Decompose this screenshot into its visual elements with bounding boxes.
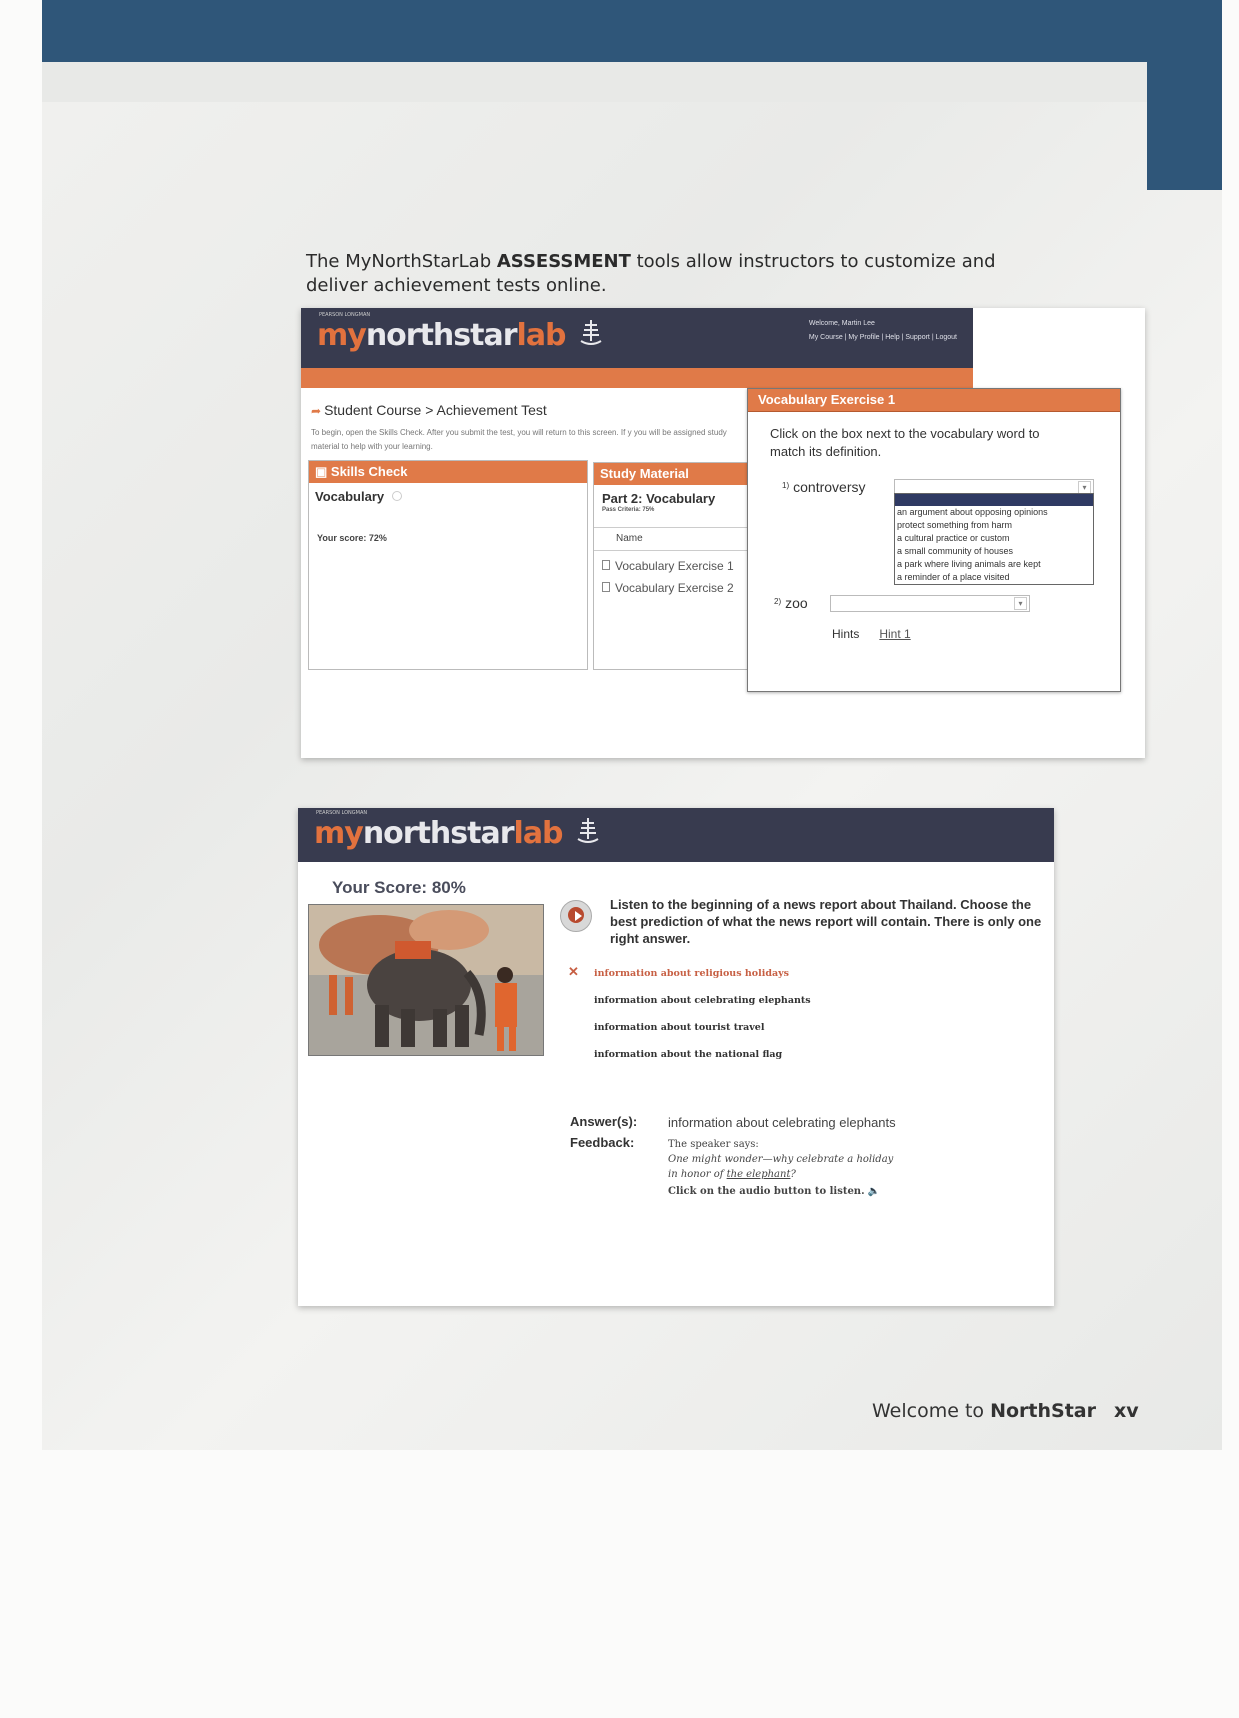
intro-paragraph: The MyNorthStarLab ASSESSMENT tools allow instructors to customize and deliver achievement tests online. xyxy=(306,251,996,296)
orange-nav-bar xyxy=(301,368,973,388)
pass-criteria: Pass Criteria: 75% xyxy=(602,507,655,513)
page-number: xv xyxy=(1113,1400,1139,1422)
elephant-photo xyxy=(308,904,544,1056)
score-heading: Your Score: 80% xyxy=(332,878,466,897)
chevron-down-icon: ▾ xyxy=(1078,481,1091,494)
top-color-band xyxy=(42,0,1222,62)
skills-check-score: Your score: 72% xyxy=(317,533,387,543)
name-column-header: Name xyxy=(594,527,754,551)
answer-choice[interactable]: information about tourist travel xyxy=(594,1022,765,1033)
study-material-panel xyxy=(593,462,755,670)
mynorthstarlab-logo[interactable]: PEARSON LONGMAN mynorthstarlab xyxy=(317,318,602,353)
play-icon xyxy=(575,911,582,921)
option[interactable]: a reminder of a place visited xyxy=(897,572,1010,582)
study-material-header: Study Material xyxy=(594,463,754,485)
ship-icon xyxy=(580,319,602,347)
test-instructions: To begin, open the Skills Check. After you submit the test, you will return to this screen. If y you will be assigned study material to help with your learning. xyxy=(311,428,727,451)
question-2: $^{2)}$ zoo xyxy=(774,595,808,611)
vocabulary-exercise-window xyxy=(747,388,1121,692)
answer-choice[interactable]: information about celebrating elephants xyxy=(594,995,811,1006)
header-strip xyxy=(42,62,1147,102)
option[interactable]: protect something from harm xyxy=(897,520,1013,530)
option[interactable]: a cultural practice or custom xyxy=(897,533,1010,543)
highlighted-option[interactable] xyxy=(895,494,1093,506)
site-header xyxy=(301,308,973,368)
feedback-label: Feedback: xyxy=(570,1135,635,1150)
option[interactable]: a park where living animals are kept xyxy=(897,559,1041,569)
mynorthstarlab-logo[interactable]: PEARSON LONGMAN mynorthstarlab xyxy=(314,816,599,851)
option[interactable]: an argument about opposing opinions xyxy=(897,507,1048,517)
checkbox-icon: ▣ xyxy=(315,464,331,479)
skills-check-header: ▣ Skills Check xyxy=(309,461,587,483)
chevron-down-icon: ▾ xyxy=(1014,597,1027,610)
answer-choice[interactable]: information about religious holidays xyxy=(594,968,789,979)
question-instructions: Listen to the beginning of a news report about Thailand. Choose the best prediction of what the news report will contain. There is only one right answer. xyxy=(610,897,1042,946)
study-row-1[interactable]: Vocabulary Exercise 1 xyxy=(602,559,734,573)
assessment-screenshot xyxy=(301,308,1145,758)
hints-row: Hints Hint 1 xyxy=(832,627,911,641)
document-icon xyxy=(602,582,610,592)
user-menu xyxy=(809,320,957,348)
results-screenshot xyxy=(298,808,1054,1306)
back-arrow-icon[interactable]: ➦ xyxy=(311,404,322,418)
top-nav-links[interactable]: My Course | My Profile | Help | Support | Logout xyxy=(808,334,957,341)
exercise-title: Vocabulary Exercise 1 xyxy=(748,389,1120,412)
incorrect-x-icon: ✕ xyxy=(568,964,579,979)
page-footer: Welcome to NorthStar xv xyxy=(872,1400,1139,1422)
right-color-band xyxy=(1147,0,1222,190)
q2-definition-select[interactable] xyxy=(830,595,1030,612)
elephant-link[interactable]: the elephant xyxy=(726,1169,791,1180)
status-dot-icon xyxy=(392,491,402,501)
question-1: $^{1)}$ controversy xyxy=(782,479,866,495)
skills-check-vocabulary[interactable]: Vocabulary xyxy=(315,489,402,504)
site-header xyxy=(298,808,1054,862)
answer-choice[interactable]: information about the national flag xyxy=(594,1049,783,1060)
audio-play-button[interactable] xyxy=(560,900,592,932)
feedback-text: The speaker says: One might wonder—why celebrate a holiday in honor of the elephant? Click on the audio button to listen. 🔈 xyxy=(668,1139,894,1197)
breadcrumb[interactable]: ➦ Student Course > Achievement Test xyxy=(311,402,547,418)
correct-answer: information about celebrating elephants xyxy=(668,1115,896,1130)
option[interactable]: a small community of houses xyxy=(897,546,1014,556)
study-part-title: Part 2: Vocabulary xyxy=(602,491,716,506)
document-icon xyxy=(602,560,610,570)
definition-options-list xyxy=(894,493,1094,585)
ship-icon xyxy=(577,817,599,845)
hint-link[interactable]: Hint 1 xyxy=(879,627,911,641)
welcome-text: Welcome, Martin Lee xyxy=(808,320,875,327)
skills-check-panel xyxy=(308,460,588,670)
study-row-2[interactable]: Vocabulary Exercise 2 xyxy=(602,581,734,595)
exercise-prompt: Click on the box next to the vocabulary word to match its definition. xyxy=(770,426,1040,459)
answer-label: Answer(s): xyxy=(570,1114,638,1129)
speaker-icon[interactable]: 🔈 xyxy=(867,1186,881,1197)
